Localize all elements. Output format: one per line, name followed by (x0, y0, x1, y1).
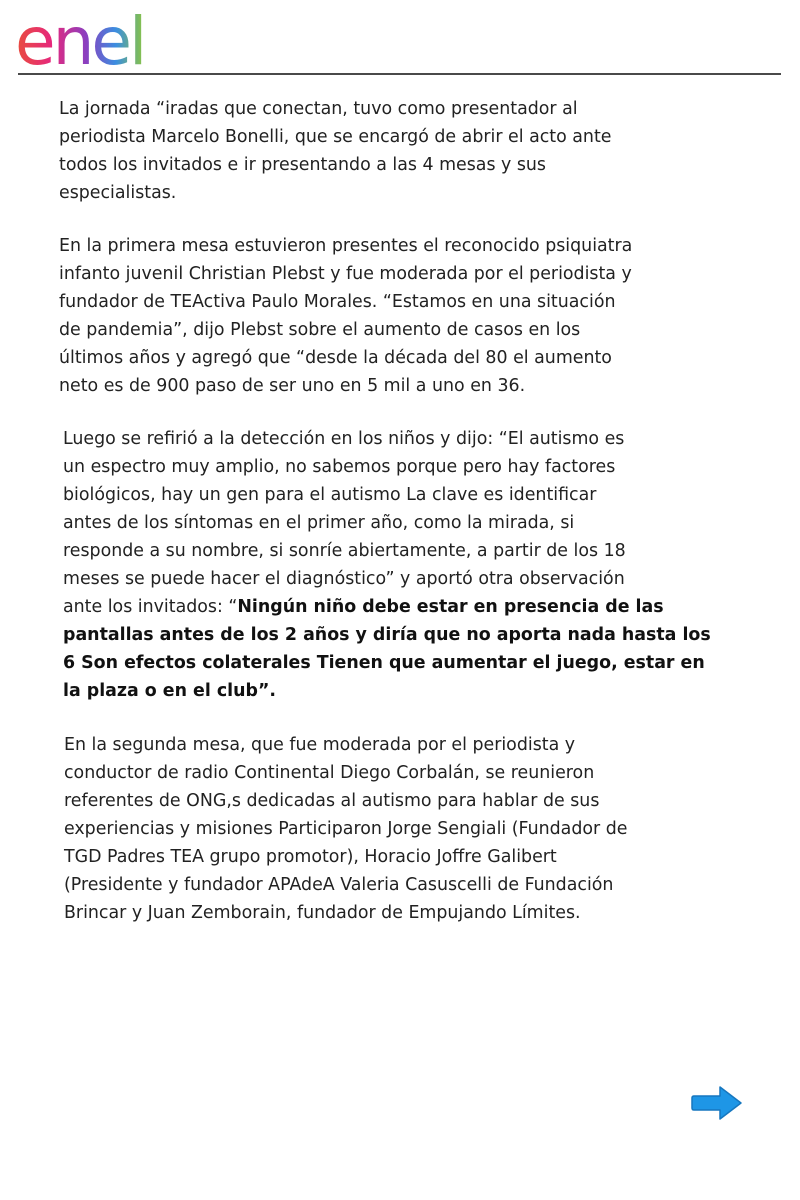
bold-quote-segment: la plaza o en el club”. (63, 681, 276, 701)
text-line: Luego se refirió a la detección en los niños y dijo: “El autismo es (63, 429, 625, 449)
bold-quote-segment: Ningún niño debe estar en presencia de las (237, 597, 664, 617)
header (0, 0, 800, 76)
text-line: En la primera mesa estuvieron presentes el reconocido psiquiatra (59, 236, 633, 256)
header-divider (18, 73, 781, 75)
text-segment: ante los invitados: “ (63, 597, 238, 617)
text-line: En la segunda mesa, que fue moderada por el periodista y (64, 735, 576, 755)
text-line: La jornada “iradas que conectan, tuvo como presentador al (59, 99, 578, 119)
bold-quote-segment: 6 Son efectos colaterales Tienen que aumentar el juego, estar en (63, 653, 705, 673)
enel-logo[interactable] (15, 6, 185, 72)
text-line: experiencias y misiones Participaron Jorge Sengiali (Fundador de (64, 819, 628, 839)
text-line-mixed (63, 593, 711, 621)
text-line: TGD Padres TEA grupo promotor), Horacio Joffre Galibert (64, 847, 557, 867)
text-line: (Presidente y fundador APAdeA Valeria Casuscelli de Fundación (64, 875, 614, 895)
text-line: conductor de radio Continental Diego Corbalán, se reunieron (64, 763, 595, 783)
bold-quote-line (63, 649, 711, 677)
article-paragraph-1 (59, 95, 611, 207)
text-line: responde a su nombre, si sonríe abiertamente, a partir de los 18 (63, 541, 626, 561)
article-paragraph-2 (59, 232, 632, 400)
text-line: fundador de TEActiva Paulo Morales. “Estamos en una situación (59, 292, 616, 312)
next-page-button[interactable] (690, 1084, 744, 1122)
text-line: de pandemia”, dijo Plebst sobre el aumento de casos en los (59, 320, 581, 340)
text-line: Brincar y Juan Zemborain, fundador de Empujando Límites. (64, 903, 581, 923)
text-line: antes de los síntomas en el primer año, como la mirada, si (63, 513, 575, 533)
text-line: especialistas. (59, 183, 177, 203)
text-line: todos los invitados e ir presentando a las 4 mesas y sus (59, 155, 546, 175)
bold-quote-line (63, 621, 711, 649)
text-line: un espectro muy amplio, no sabemos porque pero hay factores (63, 457, 616, 477)
article-paragraph-4 (64, 731, 627, 927)
logo-text: enel (15, 6, 145, 72)
bold-quote-line (63, 677, 711, 705)
text-line: meses se puede hacer el diagnóstico” y aportó otra observación (63, 569, 625, 589)
text-line: infanto juvenil Christian Plebst y fue moderada por el periodista y (59, 264, 632, 284)
text-line: últimos años y agregó que “desde la década del 80 el aumento (59, 348, 612, 368)
text-line: neto es de 900 paso de ser uno en 5 mil a uno en 36. (59, 376, 526, 396)
text-line: biológicos, hay un gen para el autismo La clave es identificar (63, 485, 597, 505)
article-paragraph-3 (63, 425, 711, 705)
bold-quote-segment: pantallas antes de los 2 años y diría que no aporta nada hasta los (63, 625, 711, 645)
right-arrow-icon (690, 1084, 744, 1122)
text-line: periodista Marcelo Bonelli, que se encargó de abrir el acto ante (59, 127, 612, 147)
text-line: referentes de ONG,s dedicadas al autismo para hablar de sus (64, 791, 600, 811)
